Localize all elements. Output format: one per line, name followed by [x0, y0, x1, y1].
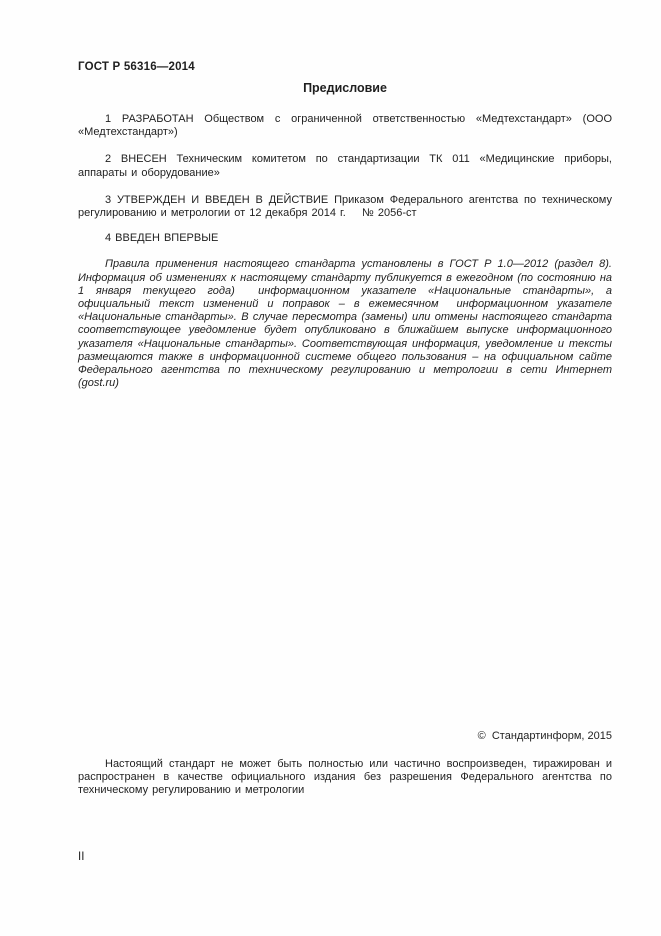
copyright-line: © Стандартинформ, 2015 [477, 730, 612, 742]
foreword-item-approved: 3 УТВЕРЖДЕН И ВВЕДЕН В ДЕЙСТВИЕ Приказом Федерального агентства по техническому регулированию и метрологии от 12 декабря 2014 г. № 2056-ст [78, 193, 612, 220]
foreword-item-developed: 1 РАЗРАБОТАН Обществом с ограниченной ответственностью «Медтехстандарт» (ООО «Медтехстандарт») [78, 113, 612, 139]
reproduction-notice: Настоящий стандарт не может быть полностью или частично воспроизведен, тиражирован и распространен в качестве официального издания без разрешения Федерального агентства по техническому регулированию и метрологии [78, 758, 612, 797]
page-footer [78, 730, 612, 798]
page-content [78, 0, 612, 390]
legal-notice: Правила применения настоящего стандарта установлены в ГОСТ Р 1.0—2012 (раздел 8). Информация об изменениях к настоящему стандарту публикуется в ежегодном (по состоянию на 1 января текущего года) информационном указателе «Национальные стандарты», а официальный текст изменений и поправок – в ежемесячном информационном указателе «Национальные стандарты». В случае пересмотра (замены) или отмены настоящего стандарта соответствующее уведомление будет опубликовано в ближайшем выпуске информационного указателя «Национальные стандарты». Соответствующая информация, уведомление и тексты размещаются также в информационной системе общего пользования – на официальном сайте Федерального агентства по техническому регулированию и метрологии в сети Интернет (gost.ru) [78, 258, 612, 390]
foreword-item-submitted: 2 ВНЕСЕН Техническим комитетом по стандартизации ТК 011 «Медицинские приборы, аппараты и оборудование» [78, 153, 612, 179]
page-title: Предисловие [303, 81, 387, 95]
foreword-item-first-edition: 4 ВВЕДЕН ВПЕРВЫЕ [105, 232, 219, 245]
doc-number: ГОСТ Р 56316—2014 [78, 61, 195, 73]
page-number: II [78, 851, 85, 863]
